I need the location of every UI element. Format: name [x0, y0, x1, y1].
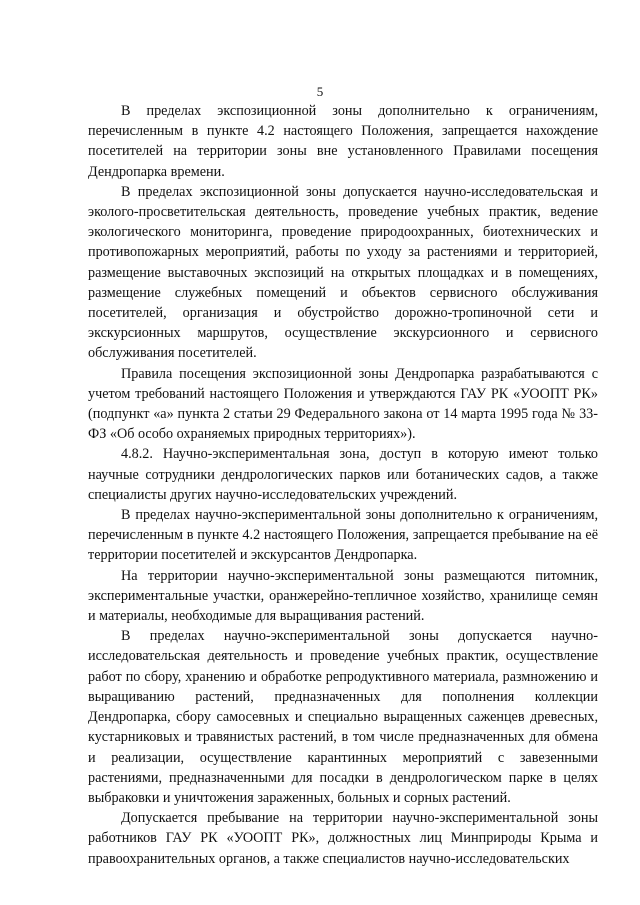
paragraph-experimental-zone-activities: В пределах научно-экспериментальной зоны допускается научно-исследовательская деятельность и проведение учебных практик, осуществление работ по сбору, хранению и обработке репродуктивного материала, размножению и выращиванию растений, предназначенных для пополнения коллекции Дендропарка, сбору самосевных и специально выращенных саженцев древесных, кустарниковых и травянистых растений, в том числе предназначенных для обмена и реализации, осуществление карантинных мероприятий с завезенными растениями, предназначенными для посадки в дендрологическом парке в целях выбраковки и уничтожения зараженных, больных и сорных растений.	[88, 628, 598, 806]
page-number: 5	[316, 84, 324, 99]
paragraph-permitted-personnel: Допускается пребывание на территории научно-экспериментальной зоны работников ГАУ РК «УООПТ РК», должностных лиц Минприроды Крыма и правоохранительных органов, а также специалистов научно-исследовательских	[88, 810, 598, 867]
paragraph-section-4-8-2: 4.8.2. Научно-экспериментальная зона, доступ в которую имеют только научные сотрудники дендрологических парков или ботанических садов, а также специалисты других научно-исследовательских учреждений.	[88, 446, 598, 503]
paragraph-experimental-zone-facilities: На территории научно-экспериментальной зоны размещаются питомник, экспериментальные участки, оранжерейно-тепличное хозяйство, хранилище семян и материалы, необходимые для выращивания растений.	[88, 567, 598, 625]
paragraph-experimental-zone-restrictions: В пределах научно-экспериментальной зоны дополнительно к ограничениям, перечисленным в пункте 4.2 настоящего Положения, запрещается пребывание на её территории посетителей и экскурсантов Дендропарка.	[88, 507, 598, 564]
paragraph-visiting-rules: Правила посещения экспозиционной зоны Дендропарка разрабатываются с учетом требований настоящего Положения и утверждаются ГАУ РК «УООПТ РК» (подпункт «а» пункта 2 статьи 29 Федерального закона от 14 марта 1995 года № 33-ФЗ «Об особо охраняемых природных территориях»).	[88, 365, 598, 443]
paragraph-exposition-zone-activities: В пределах экспозиционной зоны допускается научно-исследовательская и эколого-просветительская деятельность, проведение учебных практик, ведение экологического мониторинга, проведение природоохранных, биотехнических и противопожарных мероприятий, работы по уходу за растениями и территорией, размещение выставочных экспозиций на открытых площадках и в помещениях, размещение служебных помещений и объектов сервисного обслуживания посетителей, организация и обустройство дорожно-тропиночной сети и экскурсионных маршрутов, осуществление экскурсионного и сервисного обслуживания посетителей.	[88, 183, 598, 362]
document-body	[88, 101, 598, 869]
paragraph-visiting-time-restriction: В пределах экспозиционной зоны дополнительно к ограничениям, перечисленным в пункте 4.2 настоящего Положения, запрещается нахождение посетителей на территории зоны вне установленного Правилами посещения Дендропарка времени.	[88, 103, 598, 180]
